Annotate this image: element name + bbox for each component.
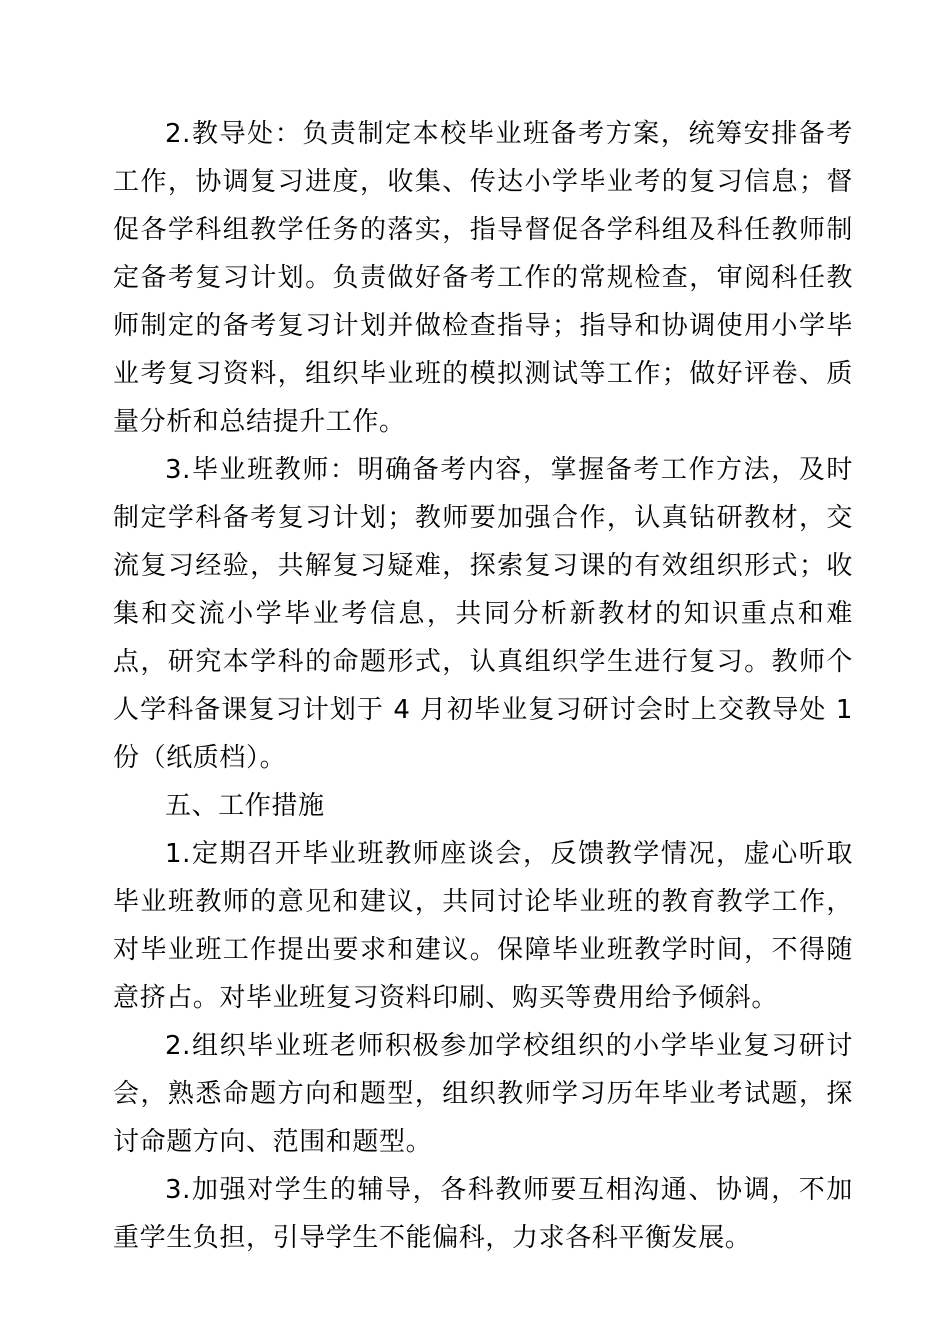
document-body <box>113 110 853 1262</box>
measure-item-3: 3.加强对学生的辅导，各科教师要互相沟通、协调，不加重学生负担，引导学生不能偏科，力求各科平衡发展。 <box>113 1175 853 1253</box>
measure-item-2: 2.组织毕业班老师积极参加学校组织的小学毕业复习研讨会，熟悉命题方向和题型，组织教师学习历年毕业考试题，探讨命题方向、范围和题型。 <box>113 1031 853 1157</box>
measure-item-1: 1.定期召开毕业班教师座谈会，反馈教学情况，虚心听取毕业班教师的意见和建议，共同讨论毕业班的教育教学工作，对毕业班工作提出要求和建议。保障毕业班教学时间，不得随意挤占。对毕业班复习资料印刷、购买等费用给予倾斜。 <box>113 839 853 1013</box>
paragraph-academic-affairs-office: 2.教导处：负责制定本校毕业班备考方案，统筹安排备考工作，协调复习进度，收集、传达小学毕业考的复习信息；督促各学科组教学任务的落实，指导督促各学科组及科任教师制定备考复习计划。负责做好备考工作的常规检查，审阅科任教师制定的备考复习计划并做检查指导；指导和协调使用小学毕业考复习资料，组织毕业班的模拟测试等工作；做好评卷、质量分析和总结提升工作。 <box>113 119 853 437</box>
paragraph-graduating-class-teachers: 3.毕业班教师：明确备考内容，掌握备考工作方法，及时制定学科备考复习计划；教师要加强合作，认真钻研教材，交流复习经验，共解复习疑难，探索复习课的有效组织形式；收集和交流小学毕业考信息，共同分析新教材的知识重点和难点，研究本学科的命题形式，认真组织学生进行复习。教师个人学科备课复习计划于 4 月初毕业复习研讨会时上交教导处 1 份（纸质档）。 <box>113 455 853 773</box>
section-heading-work-measures: 五、工作措施 <box>165 791 325 821</box>
